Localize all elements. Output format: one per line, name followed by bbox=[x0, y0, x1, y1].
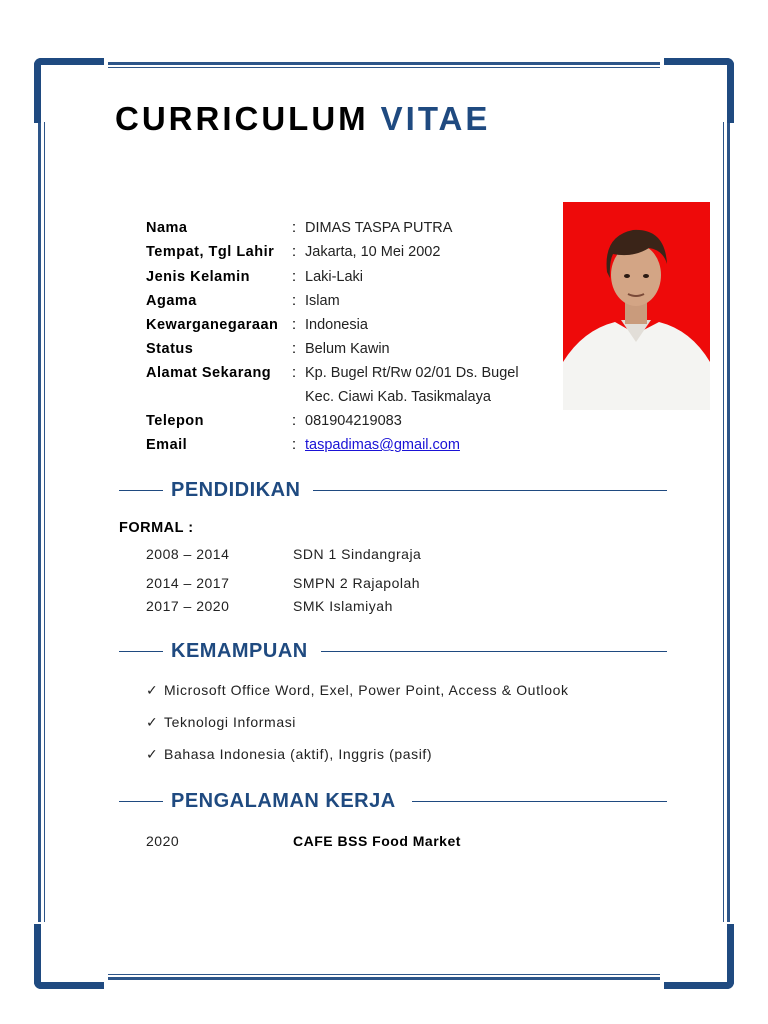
bio-value-address-line1: Kp. Bugel Rt/Rw 02/01 Ds. Bugel bbox=[305, 365, 519, 381]
skill-item bbox=[146, 680, 569, 700]
bio-value-gender: Laki-Laki bbox=[305, 269, 364, 285]
education-school: SDN 1 Sindangraja bbox=[293, 546, 422, 562]
frame-left-line-thin bbox=[44, 122, 45, 922]
bio-colon: : bbox=[292, 293, 297, 309]
education-school: SMK Islamiyah bbox=[293, 598, 393, 614]
section-divider-left bbox=[119, 651, 163, 652]
bio-value-phone: 081904219083 bbox=[305, 413, 402, 429]
section-divider-left bbox=[119, 490, 163, 491]
bio-value-name: DIMAS TASPA PUTRA bbox=[305, 220, 453, 236]
title-word-curriculum: CURRICULUM bbox=[115, 100, 369, 137]
skill-text: Bahasa Indonesia (aktif), Inggris (pasif) bbox=[164, 746, 433, 762]
bio-value-birth: Jakarta, 10 Mei 2002 bbox=[305, 244, 441, 260]
document-title bbox=[115, 100, 490, 138]
section-title-skills: KEMAMPUAN bbox=[171, 640, 308, 662]
bio-label: Alamat Sekarang bbox=[146, 365, 272, 381]
frame-left-line bbox=[38, 122, 41, 922]
section-divider-left bbox=[119, 801, 163, 802]
section-title-education: PENDIDIKAN bbox=[171, 479, 301, 501]
section-divider-right bbox=[412, 801, 667, 802]
bio-colon: : bbox=[292, 413, 297, 429]
bio-colon: : bbox=[292, 220, 297, 236]
bio-label: Agama bbox=[146, 293, 197, 309]
education-heading: FORMAL : bbox=[119, 520, 194, 536]
skill-text: Teknologi Informasi bbox=[164, 714, 297, 730]
person-portrait-icon bbox=[563, 202, 710, 410]
education-years: 2008 – 2014 bbox=[146, 546, 230, 562]
title-word-vitae: VITAE bbox=[380, 100, 491, 137]
bio-label: Tempat, Tgl Lahir bbox=[146, 244, 275, 260]
bio-value-citizenship: Indonesia bbox=[305, 317, 368, 333]
section-divider-right bbox=[321, 651, 667, 652]
skill-item bbox=[146, 744, 432, 764]
bio-colon: : bbox=[292, 244, 297, 260]
education-years: 2017 – 2020 bbox=[146, 598, 230, 614]
skill-item bbox=[146, 712, 296, 732]
bio-colon: : bbox=[292, 341, 297, 357]
frame-top-line-thin bbox=[108, 67, 660, 68]
frame-right-line-thin bbox=[723, 122, 724, 922]
bio-label: Jenis Kelamin bbox=[146, 269, 251, 285]
skill-text: Microsoft Office Word, Exel, Power Point, Access & Outlook bbox=[164, 682, 569, 698]
bio-label: Nama bbox=[146, 220, 188, 236]
profile-photo bbox=[563, 202, 710, 410]
work-place: CAFE BSS Food Market bbox=[293, 833, 461, 849]
bio-colon: : bbox=[292, 269, 297, 285]
frame-bottom-line-thin bbox=[108, 974, 660, 975]
frame-corner-top-right bbox=[664, 58, 734, 123]
check-icon: ✓ bbox=[146, 714, 159, 730]
bio-value-religion: Islam bbox=[305, 293, 340, 309]
section-title-work: PENGALAMAN KERJA bbox=[171, 790, 396, 812]
check-icon: ✓ bbox=[146, 682, 159, 698]
bio-label: Kewarganegaraan bbox=[146, 317, 279, 333]
frame-corner-bottom-right bbox=[664, 924, 734, 989]
bio-label: Telepon bbox=[146, 413, 205, 429]
frame-right-line bbox=[727, 122, 730, 922]
bio-label: Status bbox=[146, 341, 194, 357]
frame-corner-bottom-left bbox=[34, 924, 104, 989]
work-year: 2020 bbox=[146, 833, 180, 849]
education-school: SMPN 2 Rajapolah bbox=[293, 575, 421, 591]
bio-colon: : bbox=[292, 437, 297, 453]
bio-value-address-line2: Kec. Ciawi Kab. Tasikmalaya bbox=[305, 389, 491, 405]
bio-label: Email bbox=[146, 437, 188, 453]
check-icon: ✓ bbox=[146, 746, 159, 762]
frame-corner-top-left bbox=[34, 58, 104, 123]
bio-value-status: Belum Kawin bbox=[305, 341, 390, 357]
section-divider-right bbox=[313, 490, 667, 491]
education-years: 2014 – 2017 bbox=[146, 575, 230, 591]
frame-top-line bbox=[108, 62, 660, 65]
bio-colon: : bbox=[292, 317, 297, 333]
email-link[interactable]: taspadimas@gmail.com bbox=[305, 437, 460, 453]
bio-colon: : bbox=[292, 365, 297, 381]
frame-bottom-line bbox=[108, 977, 660, 980]
